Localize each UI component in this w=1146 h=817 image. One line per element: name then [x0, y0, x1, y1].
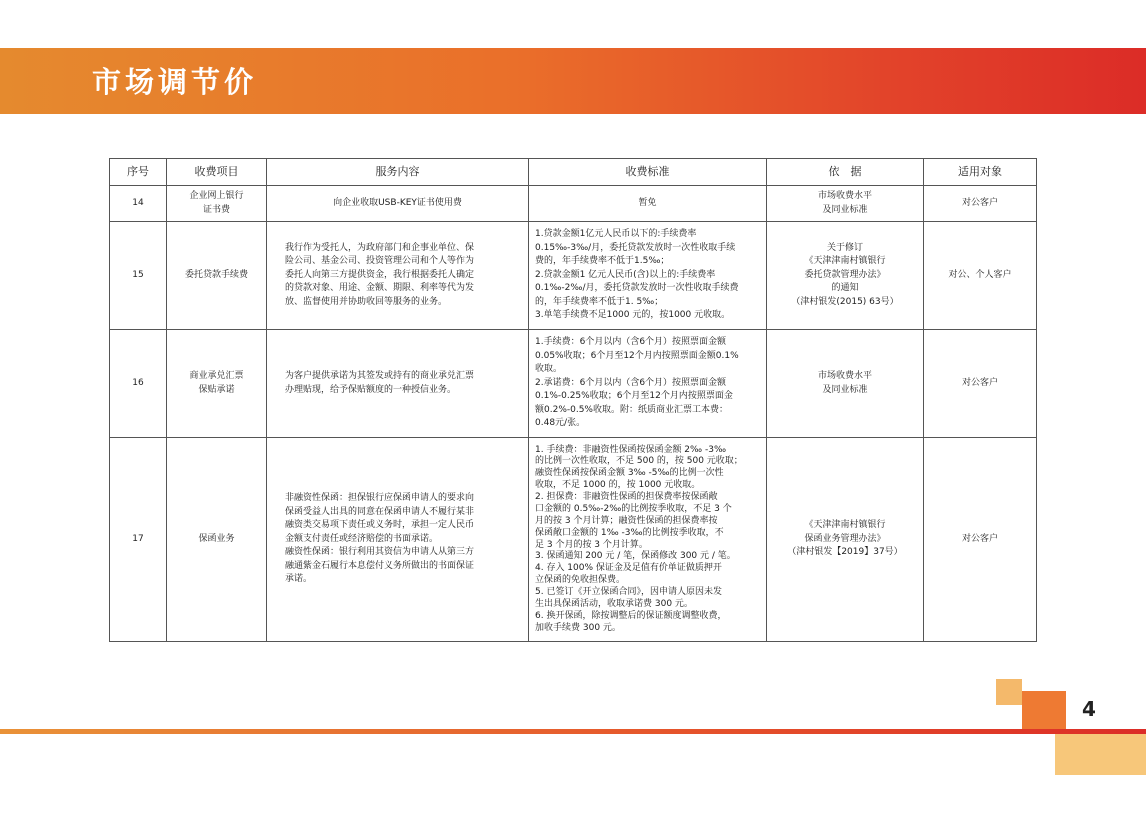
standard-line: 0.05%收取；6个月至12个月内按照票面金额0.1% — [535, 350, 739, 361]
standard-line: 3.单笔手续费不足1000 元的，按1000 元收取。 — [535, 310, 731, 321]
row-no: 14 — [110, 186, 167, 222]
standard-line: 立保函的免收担保费。 — [535, 575, 626, 586]
content-line: 融资性保函：银行利用其资信为申请人从第三方 — [285, 547, 475, 558]
header-standard: 收费标准 — [529, 159, 767, 186]
row-basis — [767, 438, 924, 642]
header-content: 服务内容 — [267, 159, 529, 186]
standard-line: 的，年手续费率不低于1. 5‰； — [535, 296, 664, 307]
basis-line: 市场收费水平 — [817, 191, 872, 201]
basis-line: 及同业标准 — [822, 204, 868, 215]
footer-rule — [0, 729, 1146, 734]
table-row — [110, 222, 1037, 330]
standard-line: 生出具保函活动，收取承诺费 300 元。 — [535, 598, 693, 609]
row-content — [267, 330, 529, 438]
row-target: 对公、个人客户 — [924, 222, 1037, 330]
standard-line: 暂免 — [638, 197, 657, 208]
row-target: 对公客户 — [924, 438, 1037, 642]
content-line: 为客户提供承诺为其签发或持有的商业承兑汇票 — [285, 371, 475, 381]
basis-line: 的通知 — [831, 283, 859, 294]
row-basis — [767, 222, 924, 330]
basis-line: 《天津津南村镇银行 — [804, 520, 886, 531]
row-content — [267, 186, 529, 222]
content-line: 融通紫金石履行本息偿付义务所做出的书面保证 — [285, 560, 475, 571]
row-basis — [767, 186, 924, 222]
item-line: 企业网上银行 — [189, 191, 244, 201]
standard-line: 的比例一次性收取，不足 500 的，按 500 元收取； — [535, 456, 743, 467]
item-line: 商业承兑汇票 — [189, 371, 244, 381]
table-header-row — [110, 159, 1037, 186]
standard-line: 费的，年手续费率不低于1.5‰； — [535, 256, 670, 267]
table-row — [110, 186, 1037, 222]
standard-line: 1.贷款金额1亿元人民币以下的:手续费率 — [535, 229, 697, 240]
row-standard — [529, 438, 767, 642]
standard-line: 收取。 — [535, 364, 563, 375]
content-line: 险公司、基金公司、投资管理公司和个人等作为 — [285, 256, 475, 267]
basis-line: 关于修订 — [826, 242, 863, 253]
basis-line: （津村银发(2015) 63号） — [791, 296, 899, 307]
row-item — [167, 222, 267, 330]
header-item: 收费项目 — [167, 159, 267, 186]
decor-square-orange — [1022, 691, 1066, 731]
content-line: 的贷款对象、用途、金额、期限、利率等代为发 — [285, 283, 475, 294]
standard-line: 0.1%-0.25%收取；6个月至12个月内按照票面金 — [535, 391, 733, 402]
content-line: 向企业收取USB-KEY证书使用费 — [333, 197, 462, 208]
basis-line: （津村银发【2019】37号） — [787, 547, 903, 558]
standard-line: 加收手续费 300 元。 — [535, 622, 621, 633]
standard-line: 口金额的 0.5‰-2‰的比例按季收取，不足 3 个 — [535, 503, 732, 514]
row-standard — [529, 330, 767, 438]
standard-line: 1. 手续费：非融资性保函按保函金额 2‰ -3‰ — [535, 444, 727, 455]
standard-line: 4. 存入 100% 保证金及足值有价单证做质押开 — [535, 563, 722, 574]
standard-line: 0.1‰-2‰/月，委托贷款发放时一次性收取手续费 — [535, 283, 739, 294]
page-number: 4 — [1082, 697, 1096, 721]
content-line: 放、监督使用并协助收回等服务的业务。 — [285, 296, 448, 307]
basis-line: 委托贷款管理办法》 — [804, 269, 886, 280]
row-content — [267, 438, 529, 642]
content-line: 金额支付责任或经济赔偿的书面承诺。 — [285, 533, 439, 544]
item-line: 证书费 — [202, 204, 230, 215]
basis-line: 《天津津南村镇银行 — [804, 256, 886, 267]
basis-line: 市场收费水平 — [817, 371, 872, 381]
basis-line: 及同业标准 — [822, 384, 868, 395]
standard-line: 0.15‰-3‰/月，委托贷款发放时一次性收取手续 — [535, 242, 736, 253]
row-item — [167, 438, 267, 642]
page-title: 市场调节价 — [92, 65, 258, 99]
header-no: 序号 — [110, 159, 167, 186]
basis-line: 保函业务管理办法》 — [804, 533, 886, 544]
fee-table — [109, 158, 1037, 642]
standard-line: 3. 保函通知 200 元 / 笔，保函修改 300 元 / 笔。 — [535, 551, 736, 562]
header-banner — [0, 48, 1146, 114]
row-item — [167, 186, 267, 222]
row-content — [267, 222, 529, 330]
standard-line: 1.手续费：6个月以内（含6个月）按照票面金额 — [535, 337, 727, 348]
standard-line: 保函敞口金额的 1‰ -3‰的比例按季收取，不 — [535, 527, 724, 538]
standard-line: 融资性保函按保函金额 3‰ -5‰的比例一次性 — [535, 468, 724, 479]
standard-line: 2.贷款金额1 亿元人民币(含)以上的:手续费率 — [535, 269, 716, 280]
decor-square-pale — [1055, 734, 1146, 775]
header-basis: 依 据 — [767, 159, 924, 186]
row-target: 对公客户 — [924, 330, 1037, 438]
content-line: 承诺。 — [285, 574, 313, 585]
standard-line: 2.承诺费：6个月以内（含6个月）按照票面金额 — [535, 377, 727, 388]
content-line: 非融资性保函：担保银行应保函申请人的要求向 — [285, 493, 475, 504]
standard-line: 2. 担保费：非融资性保函的担保费率按保函敞 — [535, 492, 718, 502]
table-row — [110, 438, 1037, 642]
standard-line: 5. 已签订《开立保函合同》，因申请人原因未发 — [535, 587, 722, 597]
item-line: 保贴承诺 — [198, 384, 235, 395]
item-line: 保函业务 — [198, 533, 235, 544]
standard-line: 0.48元/张。 — [535, 418, 586, 429]
content-line: 委托人向第三方提供资金，我行根据委托人确定 — [285, 269, 475, 280]
item-line: 委托贷款手续费 — [184, 269, 248, 280]
content-line: 融资类交易项下责任或义务时，承担一定人民币 — [285, 520, 475, 531]
decor-square-light — [996, 679, 1022, 705]
content-line: 保函受益人出具的同意在保函申请人不履行某非 — [285, 506, 475, 517]
standard-line: 收取，不足 1000 的，按 1000 元收取。 — [535, 480, 701, 491]
content-line: 我行作为受托人，为政府部门和企事业单位、保 — [285, 242, 475, 253]
standard-line: 足 3 个月的按 3 个月计算。 — [535, 539, 648, 550]
content-line: 办理贴现，给予保贴额度的一种授信业务。 — [285, 384, 457, 395]
standard-line: 额0.2%-0.5%收取。附：纸质商业汇票工本费： — [535, 404, 728, 415]
row-item — [167, 330, 267, 438]
row-no: 15 — [110, 222, 167, 330]
row-standard — [529, 186, 767, 222]
header-target: 适用对象 — [924, 159, 1037, 186]
row-no: 16 — [110, 330, 167, 438]
row-standard — [529, 222, 767, 330]
table-row — [110, 330, 1037, 438]
row-basis — [767, 330, 924, 438]
standard-line: 6. 换开保函，除按调整后的保证额度调整收费， — [535, 610, 727, 621]
row-no: 17 — [110, 438, 167, 642]
row-target: 对公客户 — [924, 186, 1037, 222]
standard-line: 月的按 3 个月计算；融资性保函的担保费率按 — [535, 515, 718, 526]
